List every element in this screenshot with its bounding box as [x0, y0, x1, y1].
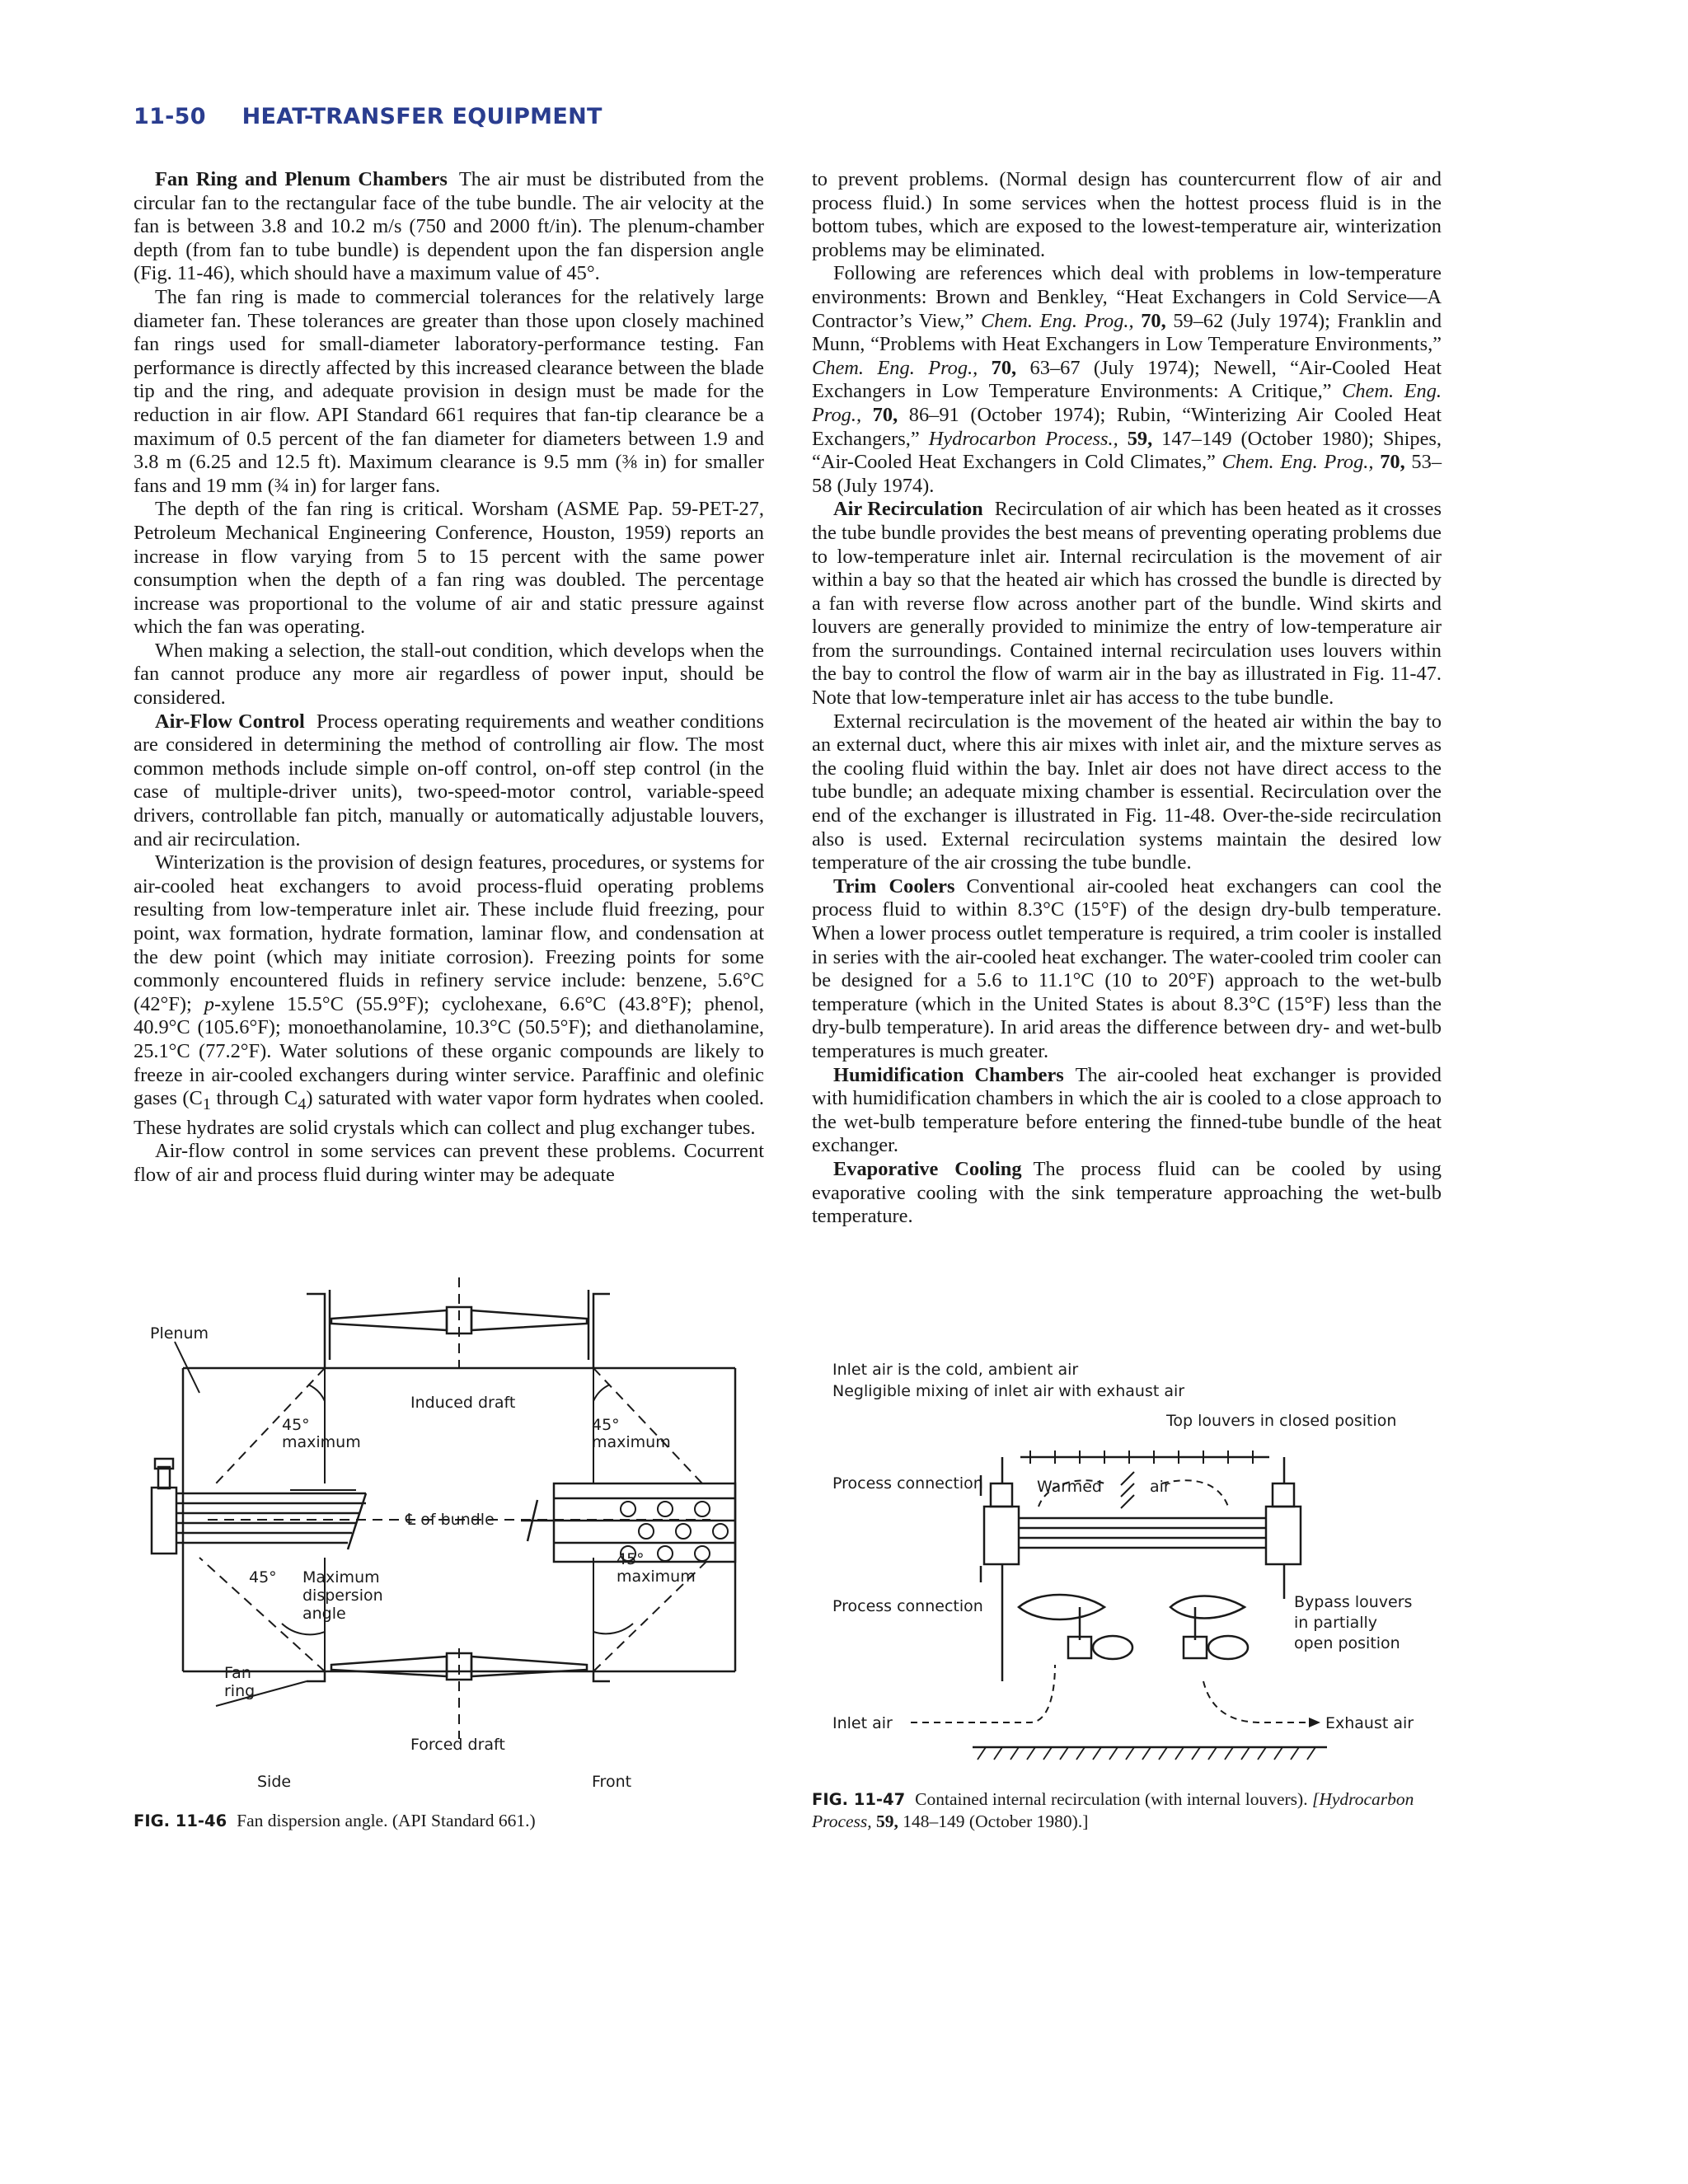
page-number: 11-50 — [134, 104, 206, 129]
fig46-caption-text: Fan dispersion angle. (API Standard 661.) — [237, 1811, 536, 1830]
fig47-caption — [812, 1788, 1442, 1832]
paragraph-fan-ring-4: When making a selection, the stall-out condition, which develops when the fan cannot produce any more air regardless of power input, should be considered. — [134, 639, 764, 710]
fig47-label-air: air — [1150, 1478, 1170, 1496]
ref-text: 53–58 (July 1974). — [812, 451, 1442, 497]
paragraph-references — [812, 262, 1442, 498]
heading-trim-coolers: Trim Coolers — [833, 874, 955, 898]
paragraph-text: ) saturated with water vapor form hydrates when cooled. These hydrates are solid crystals which can collect and plug exchanger tubes. — [134, 1087, 764, 1139]
fig47-label-process-connection-top: Process connection — [832, 1474, 983, 1493]
figure-11-46 — [134, 1277, 776, 1805]
fig46-label-45-bottom-left: 45° — [249, 1568, 277, 1586]
ref-text: 59–62 (July 1974); Franklin and Munn, “Problems with Heat Exchangers in Low Temperature Environments,” — [812, 309, 1442, 356]
fan-dispersion-diagram — [134, 1277, 776, 1805]
running-head — [134, 104, 603, 129]
fig47-label-warmed: Warmed — [1037, 1478, 1102, 1496]
paragraph-text: Winterization is the provision of design features, procedures, or systems for air-cooled heat exchangers to avoid process-fluid operating problems resulting from low-temperature inlet air. These include fluid freezing, pour point, wax formation, hydrate formation, laminar flow, and condensation at the dew point (which may initiate corrosion). Freezing points for some commonly encountered fluids in refinery service include: benzene, 5.6°C (42°F); — [134, 851, 764, 1015]
paragraph-fan-ring-3: The depth of the fan ring is critical. Worsham (ASME Pap. 59-PET-27, Petroleum Mechanical Engineering Conference, Houston, 1959) reports an increase in flow varying from 5 to 15 percent with the same power consumption when the depth of a fan ring was doubled. The percentage increase was proportional to the volume of air and static pressure against which the fan was operating. — [134, 498, 764, 639]
paragraph-text: Recirculation of air which has been heated as it crosses the tube bundle provides the best means of preventing operating problems due to low-temperature inlet air. Internal recirculation is the movement of air within a bay so that the heated air which has crossed the bundle is directed by a fan with reverse flow across another part of the bundle. Wind skirts and louvers are generally provided to minimize the entry of low-temperature air from the surroundings. Contained internal recirculation uses louvers within the bay to control the flow of warm air in the bay as illustrated in Fig. 11-47. Note that low-temperature inlet air has access to the tube bundle. — [812, 498, 1442, 710]
heading-recirculation: Air Recirculation — [833, 498, 983, 521]
ref-text: 63–67 (July 1974); Newell, “Air-Cooled Heat Exchangers in Low Temperature Environments: A Critique,” — [812, 356, 1442, 403]
subscript: 4 — [298, 1095, 307, 1114]
paragraph-recirculation-1 — [812, 498, 1442, 710]
fig47-caption-volume: 59, — [871, 1811, 898, 1831]
fig47-label-line2: Negligible mixing of inlet air with exhaust air — [832, 1382, 1185, 1400]
heading-evaporative: Evaporative Cooling — [833, 1157, 1022, 1180]
exhaust-arrowhead — [1309, 1718, 1320, 1727]
volume: 70, — [861, 403, 898, 426]
fig47-label-process-connection-bottom: Process connection — [832, 1597, 983, 1615]
fig47-label-bypass-2: in partially — [1294, 1614, 1378, 1632]
paragraph-text: -xylene 15.5°C (55.9°F); cyclohexane, 6.6°C (43.8°F); phenol, 40.9°C (105.6°F); monoethanolamine, 10.3°C (50.5°F); and diethanolamine, 25.1°C (77.2°F). Water solutions of these organic compounds are likely to freeze in air-cooled exchangers during winter service. Paraffinic and olefinic gases (C — [134, 992, 764, 1110]
fig46-label-max-dispersion-3: angle — [302, 1605, 346, 1623]
journal-name: Chem. Eng. Prog., — [1221, 451, 1374, 474]
paragraph-continued: to prevent problems. (Normal design has countercurrent flow of air and process fluid.) In some services when the hottest process fluid is in the bottom tubes, which are exposed to the lowest-temperature air, winterization problems may be eliminated. — [812, 168, 1442, 261]
journal-name: Chem. Eng. Prog., — [812, 356, 978, 379]
volume: 70, — [1133, 309, 1166, 332]
paragraph-fan-ring-1 — [134, 168, 764, 286]
paragraph-text: The air-cooled heat exchanger is provided with humidification chambers in which the air is cooled to a close approach to the wet-bulb temperature before entering the finned-tube bundle of the heat exchanger. — [812, 1063, 1442, 1157]
journal-name: Hydrocarbon Process., — [928, 427, 1118, 450]
fig47-caption-source: [Hydrocarbon Process, — [812, 1789, 1414, 1831]
italic-p: p — [204, 992, 214, 1015]
fig47-caption-text: Contained internal recirculation (with internal louvers). — [915, 1789, 1312, 1809]
journal-name: Chem. Eng. Prog., — [812, 380, 1442, 426]
fig46-label-cl-bundle: ℄ of bundle — [406, 1511, 495, 1529]
fig47-label-line1: Inlet air is the cold, ambient air — [832, 1361, 1079, 1379]
volume: 70, — [978, 356, 1017, 379]
paragraph-text: The air must be distributed from the circular fan to the rectangular face of the tube bundle. The air velocity at the fan is between 3.8 and 10.2 m/s (750 and 2000 ft/in). The plenum-chamber depth (from fan to tube bundle) is dependent upon the fan dispersion angle (Fig. 11-46), which should have a maximum value of 45°. — [134, 168, 765, 285]
journal-name: Chem. Eng. Prog., — [980, 309, 1134, 332]
paragraph-airflow-1 — [134, 710, 764, 852]
fig46-label-maximum-bottom-right: maximum — [617, 1568, 696, 1586]
fig46-label-fan: Fan — [224, 1664, 251, 1682]
fig47-label-exhaust-air: Exhaust air — [1325, 1714, 1414, 1732]
fig47-caption-label: FIG. 11-47 — [812, 1790, 906, 1809]
fig46-label-max-dispersion-2: dispersion — [302, 1586, 383, 1605]
heading-fan-ring: Fan Ring and Plenum Chambers — [155, 168, 448, 190]
right-column — [812, 168, 1442, 1229]
fig46-label-plenum: Plenum — [150, 1324, 209, 1343]
fig46-label-max-dispersion-1: Maximum — [302, 1568, 380, 1586]
left-column — [134, 168, 764, 1187]
recirculation-diagram — [832, 1360, 1442, 1772]
paragraph-text: The process fluid can be cooled by using evaporative cooling with the sink temperature approaching the wet-bulb temperature. — [812, 1157, 1442, 1228]
volume: 70, — [1373, 451, 1405, 474]
ref-text: Following are references which deal with problems in low-temperature environments: Brown and Benkley, “Heat Exchangers in Cold Service—A Contractor’s View,” — [812, 262, 1442, 332]
paragraph-evaporative — [812, 1158, 1442, 1229]
subscript: 1 — [202, 1095, 211, 1114]
fig46-label-front: Front — [592, 1773, 632, 1791]
fig46-label-induced-draft: Induced draft — [410, 1394, 516, 1412]
fig47-label-bypass-3: open position — [1294, 1634, 1400, 1652]
fig46-label-45-left: 45° — [282, 1416, 310, 1434]
heading-humidification: Humidification Chambers — [833, 1063, 1064, 1086]
fig46-label-ring: ring — [224, 1682, 256, 1700]
fig46-caption-label: FIG. 11-46 — [134, 1811, 227, 1830]
fig46-label-side: Side — [257, 1773, 292, 1791]
paragraph-recirculation-2: External recirculation is the movement of the heated air within the bay to an external duct, where this air mixes with inlet air, and the mixture serves as the cooling fluid within the bay. Inlet air does not have direct access to the tube bundle; an adequate mixing chamber is essential. Recirculation over the end of the exchanger is illustrated in Fig. 11-48. Over-the-side recirculation also is used. External recirculation systems maintain the desired low temperature of the air crossing the tube bundle. — [812, 710, 1442, 874]
figure-11-47 — [832, 1360, 1442, 1772]
paragraph-trim-coolers — [812, 875, 1442, 1064]
volume: 59, — [1118, 427, 1153, 450]
paragraph-text: Conventional air-cooled heat exchangers can cool the process fluid to within 8.3°C (15°F) of the design dry-bulb temperature. When a lower process outlet temperature is required, a trim cooler is installed in series with the air-cooled heat exchanger. The water-cooled trim cooler can be designed for a 5.6 to 11.1°C (10 to 20°F) approach to the wet-bulb temperature (which in the United States is about 8.3°C (15°F) less than the dry-bulb temperature). In arid areas the difference between dry- and wet-bulb temperatures is much greater. — [812, 874, 1442, 1062]
section-title: HEAT-TRANSFER EQUIPMENT — [241, 104, 603, 129]
paragraph-airflow-2 — [134, 851, 764, 1140]
fig47-label-inlet-air: Inlet air — [832, 1714, 893, 1732]
fig47-caption-pages: 148–149 (October 1980).] — [898, 1811, 1089, 1831]
fig46-label-forced-draft: Forced draft — [410, 1736, 505, 1754]
fig46-label-maximum-left: maximum — [282, 1433, 361, 1451]
ref-text: 147–149 (October 1980); Shipes, “Air-Cooled Heat Exchangers in Cold Climates,” — [812, 427, 1442, 474]
heading-airflow: Air-Flow Control — [155, 710, 305, 733]
paragraph-fan-ring-2: The fan ring is made to commercial tolerances for the relatively large diameter fan. These tolerances are greater than those upon closely machined fan rings used for small-diameter laboratory-performance testing. Fan performance is directly affected by this increased clearance between the blade tip and the ring, and adequate provision in design must be made for the reduction in air flow. API Standard 661 requires that fan-tip clearance be a maximum of 0.5 percent of the fan diameter for diameters between 1.9 and 3.8 m (6.25 and 12.5 ft). Maximum clearance is 9.5 mm (⅜ in) for smaller fans and 19 mm (¾ in) for larger fans. — [134, 285, 764, 497]
ref-text: 86–91 (October 1974); Rubin, “Winterizing Air Cooled Heat Exchangers,” — [812, 403, 1442, 450]
fig47-label-top-louvers: Top louvers in closed position — [1166, 1412, 1397, 1430]
fig46-label-45-right: 45° — [592, 1416, 620, 1434]
fig46-label-maximum-right: maximum — [592, 1433, 671, 1451]
paragraph-airflow-3: Air-flow control in some services can prevent these problems. Cocurrent flow of air and process fluid during winter may be adequate — [134, 1140, 764, 1186]
paragraph-text: Process operating requirements and weather conditions are considered in determining the method of controlling air flow. The most common methods include simple on-off control, on-off step control (in the case of multiple-driver units), two-speed-motor control, variable-speed drivers, controllable fan pitch, manually or automatically adjustable louvers, and air recirculation. — [134, 710, 764, 851]
fig46-label-45-bottom-right: 45° — [617, 1550, 645, 1568]
fig46-caption — [134, 1810, 764, 1832]
paragraph-humidification — [812, 1064, 1442, 1158]
fig47-label-bypass-1: Bypass louvers — [1294, 1593, 1413, 1611]
paragraph-text: through C — [210, 1087, 298, 1110]
